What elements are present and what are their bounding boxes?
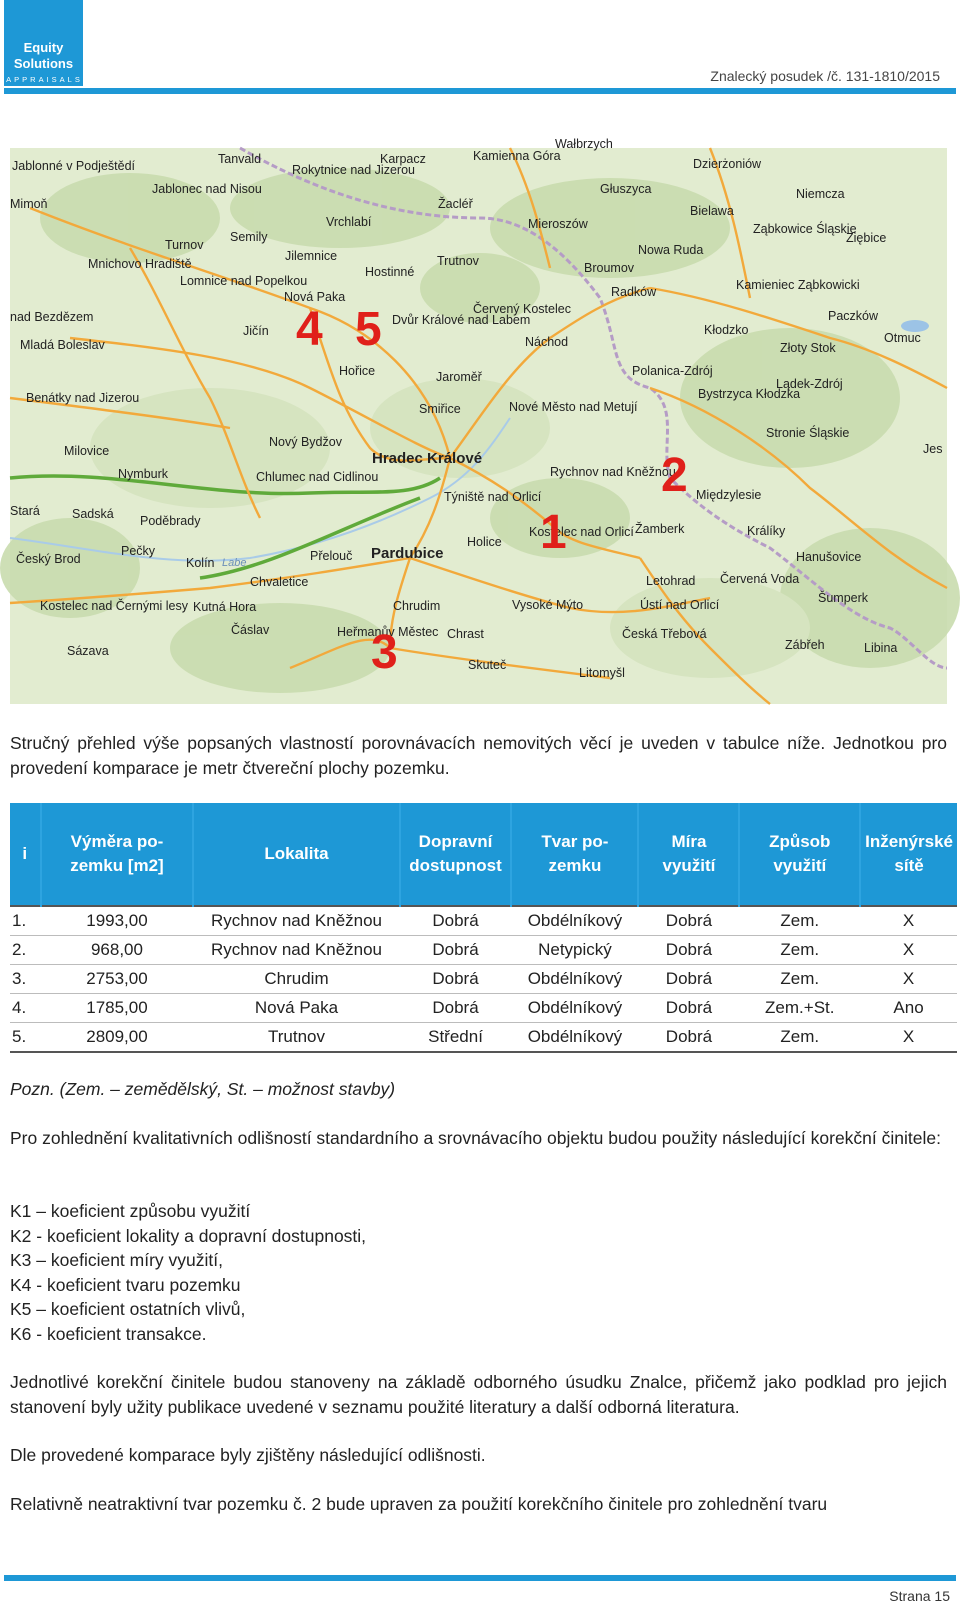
map-town: Radków	[611, 285, 657, 299]
cell-usage-type: Zem.	[739, 1023, 860, 1053]
river-label: Labe	[222, 557, 247, 569]
document-title: Znalecký posudek /č. 131-1810/2015	[710, 68, 940, 84]
map-town: Český Brod	[16, 552, 81, 566]
map-town: Kamienna Góra	[473, 149, 561, 163]
cell-location: Rychnov nad Kněžnou	[193, 906, 399, 936]
table-row	[10, 906, 957, 936]
cell-access: Dobrá	[400, 965, 512, 994]
map-town: Žacléř	[438, 197, 473, 211]
map-town: Kostelec nad Černými lesy	[40, 599, 188, 613]
col-header-usage-type: Způsob využití	[739, 803, 860, 906]
cell-usage-type: Zem.+St.	[739, 994, 860, 1023]
cell-utilities: X	[860, 936, 957, 965]
table-row	[10, 1023, 957, 1053]
map-town: Niemcza	[796, 187, 845, 201]
map-town: Złoty Stok	[780, 341, 836, 355]
map-town: Broumov	[584, 261, 635, 275]
map-town: Jes	[923, 442, 943, 456]
map-town: Nová Paka	[284, 290, 346, 304]
intro-paragraph: Stručný přehled výše popsaných vlastností porovnávacích nemovitých věcí je uveden v tabulce níže. Jednotkou pro provedení komparace je metr čtvereční plochy pozemku.	[10, 733, 947, 778]
map-town: Náchod	[525, 335, 569, 349]
map-town: Sadská	[72, 507, 114, 521]
map-city: Pardubice	[371, 545, 444, 562]
map-town: Žamberk	[635, 522, 685, 536]
map-town: Skuteč	[468, 658, 507, 672]
map-town: Paczków	[828, 309, 879, 323]
map-town: Rokytnice nad Jizerou	[292, 163, 415, 177]
table-row	[10, 994, 957, 1023]
map-town: Jablonné v Podještědí	[12, 159, 136, 173]
coefficient-list	[10, 1199, 947, 1346]
cell-usage-rate: Dobrá	[638, 965, 739, 994]
map-town: Chvaletice	[250, 575, 309, 589]
header-divider	[4, 88, 956, 94]
col-header-usage-rate: Míra využití	[638, 803, 739, 906]
cell-index: 2.	[10, 936, 41, 965]
map-town: Kamieniec Ząbkowicki	[736, 278, 860, 292]
map-town: Hořice	[339, 364, 376, 378]
map-town: Smiřice	[419, 402, 461, 416]
map-town: Bielawa	[690, 204, 734, 218]
map-town: Lądek-Zdrój	[776, 377, 843, 391]
map-town: Rychnov nad Kněžnou	[550, 465, 676, 479]
logo-line-3: APPRAISALS	[6, 75, 83, 84]
map-town: Ziębice	[846, 231, 887, 245]
shape-adjustment-paragraph: Relativně neatraktivní tvar pozemku č. 2 bude upraven za použití korekčního činitele pro zohlednění tvaru	[10, 1494, 828, 1514]
map-town: Česká Třebová	[622, 627, 707, 641]
map-town: Pečky	[121, 544, 156, 558]
map-town: Mieroszów	[528, 217, 588, 231]
map-town: Kutná Hora	[193, 600, 257, 614]
marker-1: 1	[540, 506, 567, 559]
footer-divider	[4, 1575, 956, 1581]
map-town: Mnichovo Hradiště	[88, 257, 192, 271]
company-logo	[4, 0, 83, 86]
map-town: Chlumec nad Cidlinou	[256, 470, 379, 484]
map-town: Jičín	[243, 324, 269, 338]
map-town: Nové Město nad Metují	[509, 400, 638, 414]
map-town: Vysoké Mýto	[512, 598, 584, 612]
col-header-utilities: Inženýrské sítě	[860, 803, 957, 906]
cell-location: Chrudim	[193, 965, 399, 994]
map-town: Hostinné	[365, 265, 415, 279]
coefficient-item: K6 - koeficient transakce.	[10, 1323, 207, 1344]
coefficient-item: K4 - koeficient tvaru pozemku	[10, 1274, 241, 1295]
map-town: Heřmanův Městec	[337, 625, 439, 639]
marker-5: 5	[355, 303, 382, 356]
cell-usage-rate: Dobrá	[638, 906, 739, 936]
cell-area: 2753,00	[41, 965, 194, 994]
map-town: Chrast	[447, 627, 484, 641]
cell-utilities: Ano	[860, 994, 957, 1023]
map-town: Libina	[864, 641, 898, 655]
col-header-shape: Tvar po-zemku	[511, 803, 638, 906]
cell-area: 968,00	[41, 936, 194, 965]
cell-access: Dobrá	[400, 936, 512, 965]
map-town: Sázava	[67, 644, 109, 658]
cell-shape: Obdélníkový	[511, 965, 638, 994]
cell-shape: Obdélníkový	[511, 994, 638, 1023]
map-town: Přelouč	[310, 549, 353, 563]
cell-location: Trutnov	[193, 1023, 399, 1053]
cell-utilities: X	[860, 1023, 957, 1053]
cell-index: 4.	[10, 994, 41, 1023]
cell-shape: Obdélníkový	[511, 1023, 638, 1053]
coefficients-intro: Pro zohlednění kvalitativních odlišností standardního a srovnávacího objektu budou použity následující korekční činitele:	[10, 1128, 941, 1148]
marker-4: 4	[296, 303, 323, 356]
cell-usage-rate: Dobrá	[638, 936, 739, 965]
map-svg	[10, 137, 947, 704]
table-row	[10, 936, 957, 965]
coefficient-item: K1 – koeficient způsobu využití	[10, 1201, 251, 1221]
map-town: Týniště nad Orlicí	[444, 490, 542, 504]
map-town: Ústí nad Orlicí	[640, 598, 720, 612]
logo-line-2: Solutions	[13, 56, 74, 71]
coefficient-item: K5 – koeficient ostatních vlivů,	[10, 1299, 246, 1319]
map-town: Hanušovice	[796, 550, 862, 564]
map-town: Jablonec nad Nisou	[152, 182, 262, 196]
map-town: Poděbrady	[140, 514, 201, 528]
map-town: Otmuc	[884, 331, 921, 345]
cell-access: Dobrá	[400, 994, 512, 1023]
cell-usage-type: Zem.	[739, 906, 860, 936]
map-town: Kolín	[186, 556, 215, 570]
cell-utilities: X	[860, 906, 957, 936]
map-town: Kostelec nad Orlicí	[529, 525, 634, 539]
marker-3: 3	[371, 626, 398, 679]
map-town: Králíky	[747, 524, 786, 538]
map-town: Nový Bydžov	[269, 435, 342, 449]
page-number: Strana 15	[889, 1588, 950, 1604]
cell-location: Rychnov nad Kněžnou	[193, 936, 399, 965]
comparison-result-paragraph: Dle provedené komparace byly zjištěny následující odlišnosti.	[10, 1445, 486, 1465]
map-city: Hradec Králové	[372, 450, 483, 467]
map-town: Jilemnice	[285, 249, 338, 263]
map-town: Litomyšl	[579, 666, 625, 680]
map-town: Ząbkowice Śląskie	[753, 222, 857, 236]
map-town: Karpacz	[380, 152, 426, 166]
map-town: Tanvald	[218, 152, 262, 166]
map-town: Benátky nad Jizerou	[26, 391, 140, 405]
map-town: Milovice	[64, 444, 110, 458]
map-town: Červená Voda	[720, 572, 800, 586]
col-header-index: i	[10, 803, 41, 906]
map-town: Trutnov	[437, 254, 479, 268]
cell-index: 1.	[10, 906, 41, 936]
col-header-location: Lokalita	[193, 803, 399, 906]
map-town: Mimoň	[10, 197, 48, 211]
map-town: Mladá Boleslav	[20, 338, 105, 352]
cell-area: 2809,00	[41, 1023, 194, 1053]
map-town: Nowa Ruda	[638, 243, 704, 257]
map-town: Nymburk	[118, 467, 169, 481]
col-header-area: Výměra po-zemku [m2]	[41, 803, 194, 906]
coefficients-basis-paragraph: Jednotlivé korekční činitele budou stanoveny na základě odborného úsudku Znalce, přičemž jako podklad pro jejich stanovení byly užity publikace uvedené v seznamu použité literatury a další odborná literatura.	[10, 1372, 947, 1417]
map-town: Dzierżoniów	[693, 157, 762, 171]
cell-location: Nová Paka	[193, 994, 399, 1023]
map-town: Wałbrzych	[555, 137, 613, 151]
map-town: Čáslav	[231, 623, 270, 637]
cell-index: 3.	[10, 965, 41, 994]
cell-shape: Netypický	[511, 936, 638, 965]
map-town: Głuszyca	[600, 182, 652, 196]
cell-access: Dobrá	[400, 906, 512, 936]
map-town: Polanica-Zdrój	[632, 364, 713, 378]
map-town: Stronie Śląskie	[766, 426, 850, 440]
map-town: Letohrad	[646, 574, 696, 588]
map-town: Kłodzko	[704, 323, 749, 337]
comparison-table	[10, 803, 957, 1053]
map-town: Holice	[467, 535, 502, 549]
table-header-row	[10, 803, 957, 906]
map-town: Międzylesie	[696, 488, 762, 502]
col-header-access: Dopravní dostupnost	[400, 803, 512, 906]
cell-utilities: X	[860, 965, 957, 994]
cell-area: 1785,00	[41, 994, 194, 1023]
cell-shape: Obdélníkový	[511, 906, 638, 936]
cell-usage-type: Zem.	[739, 965, 860, 994]
cell-area: 1993,00	[41, 906, 194, 936]
map-town: Šumperk	[818, 591, 869, 605]
map-town: Semily	[230, 230, 268, 244]
location-map	[10, 137, 947, 704]
map-town: Jaroměř	[436, 370, 482, 384]
map-town: Zábřeh	[785, 638, 825, 652]
map-town: Chrudim	[393, 599, 441, 613]
map-town: Stará	[10, 504, 40, 518]
cell-index: 5.	[10, 1023, 41, 1053]
coefficient-item: K2 - koeficient lokality a dopravní dostupnosti,	[10, 1225, 367, 1246]
cell-access: Střední	[400, 1023, 512, 1053]
logo-line-1: Equity	[23, 40, 64, 55]
map-town: nad Bezdězem	[10, 310, 94, 324]
map-town: Vrchlabí	[326, 215, 372, 229]
table-note: Pozn. (Zem. – zemědělský, St. – možnost stavby)	[10, 1079, 396, 1099]
coefficient-item: K3 – koeficient míry využití,	[10, 1250, 223, 1270]
table-row	[10, 965, 957, 994]
marker-2: 2	[661, 449, 688, 502]
cell-usage-rate: Dobrá	[638, 994, 739, 1023]
cell-usage-rate: Dobrá	[638, 1023, 739, 1053]
cell-usage-type: Zem.	[739, 936, 860, 965]
map-town: Dvůr Králové nad Labem	[392, 313, 531, 327]
map-town: Lomnice nad Popelkou	[180, 274, 308, 288]
map-town: Turnov	[165, 238, 204, 252]
map-town: Červený Kostelec	[473, 302, 571, 316]
map-town: Bystrzyca Kłodzka	[698, 387, 801, 401]
